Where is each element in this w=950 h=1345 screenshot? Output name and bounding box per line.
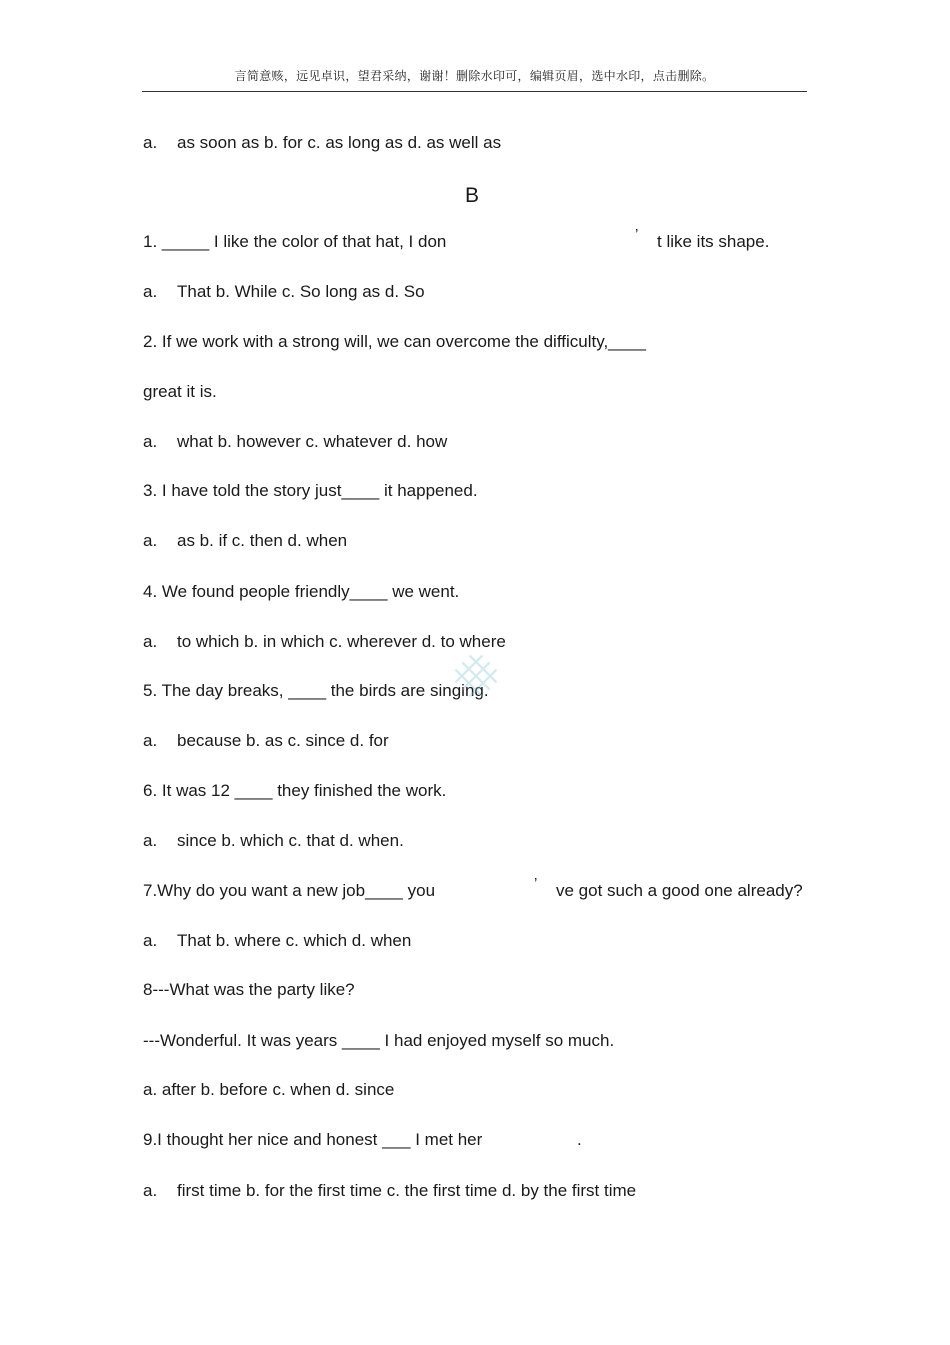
option-text: because b. as c. since d. for [177, 731, 389, 750]
question-5: 5. The day breaks, ____ the birds are singing. [143, 681, 489, 700]
question-9-options [143, 1181, 636, 1201]
question-7-options [143, 931, 411, 951]
question-2-options [143, 432, 447, 452]
option-letter: a. [143, 432, 158, 451]
option-text: since b. which c. that d. when. [177, 831, 404, 850]
question-8-line2: ---Wonderful. It was years ____ I had enjoyed myself so much. [143, 1031, 615, 1050]
question-7-part2: ve got such a good one already? [556, 881, 803, 900]
question-9-part2: . [577, 1130, 582, 1149]
header-divider [142, 91, 807, 92]
question-2-line1: 2. If we work with a strong will, we can overcome the difficulty,____ [143, 332, 646, 351]
option-letter: a. [143, 1181, 158, 1200]
option-letter: a. [143, 731, 158, 750]
option-letter: a. [143, 531, 158, 550]
option-text: to which b. in which c. wherever d. to where [177, 632, 506, 651]
question-5-options [143, 731, 389, 751]
question-1-apostrophe: ’ [635, 226, 639, 243]
option-letter: a. [143, 632, 158, 651]
header-note: 言简意赅，远见卓识，望君采纳，谢谢！删除水印可，编辑页眉，选中水印，点击删除。 [234, 69, 715, 83]
question-1-part2: t like its shape. [657, 232, 770, 251]
option-text: That b. where c. which d. when [177, 931, 412, 950]
option-letter: a. [143, 931, 158, 950]
question-1-part1: 1. _____ I like the color of that hat, I don [143, 232, 447, 251]
question-3-options [143, 531, 347, 551]
question-3: 3. I have told the story just____ it happened. [143, 481, 478, 500]
question-4: 4. We found people friendly____ we went. [143, 582, 460, 601]
question-8-line1: 8---What was the party like? [143, 980, 355, 999]
question-9-part1: 9.I thought her nice and honest ___ I met her [143, 1130, 483, 1149]
option-text: as soon as b. for c. as long as d. as well as [177, 133, 502, 152]
question-7-part1: 7.Why do you want a new job____ you [143, 881, 436, 900]
watermark-logo [444, 644, 508, 708]
question-8-options: a. after b. before c. when d. since [143, 1080, 395, 1099]
option-letter: a. [143, 133, 158, 152]
question-1-options [143, 282, 425, 302]
option-text: first time b. for the first time c. the first time d. by the first time [177, 1181, 637, 1200]
option-text: what b. however c. whatever d. how [177, 432, 448, 451]
section-title: B [465, 184, 480, 207]
option-text: That b. While c. So long as d. So [177, 282, 425, 301]
question-6: 6. It was 12 ____ they finished the work. [143, 781, 447, 800]
question-2-line2: great it is. [143, 382, 217, 401]
question-6-options [143, 831, 404, 851]
option-text: as b. if c. then d. when [177, 531, 348, 550]
top-option-row [143, 133, 501, 153]
option-letter: a. [143, 831, 158, 850]
option-letter: a. [143, 282, 158, 301]
question-7-apostrophe: ’ [534, 875, 538, 892]
